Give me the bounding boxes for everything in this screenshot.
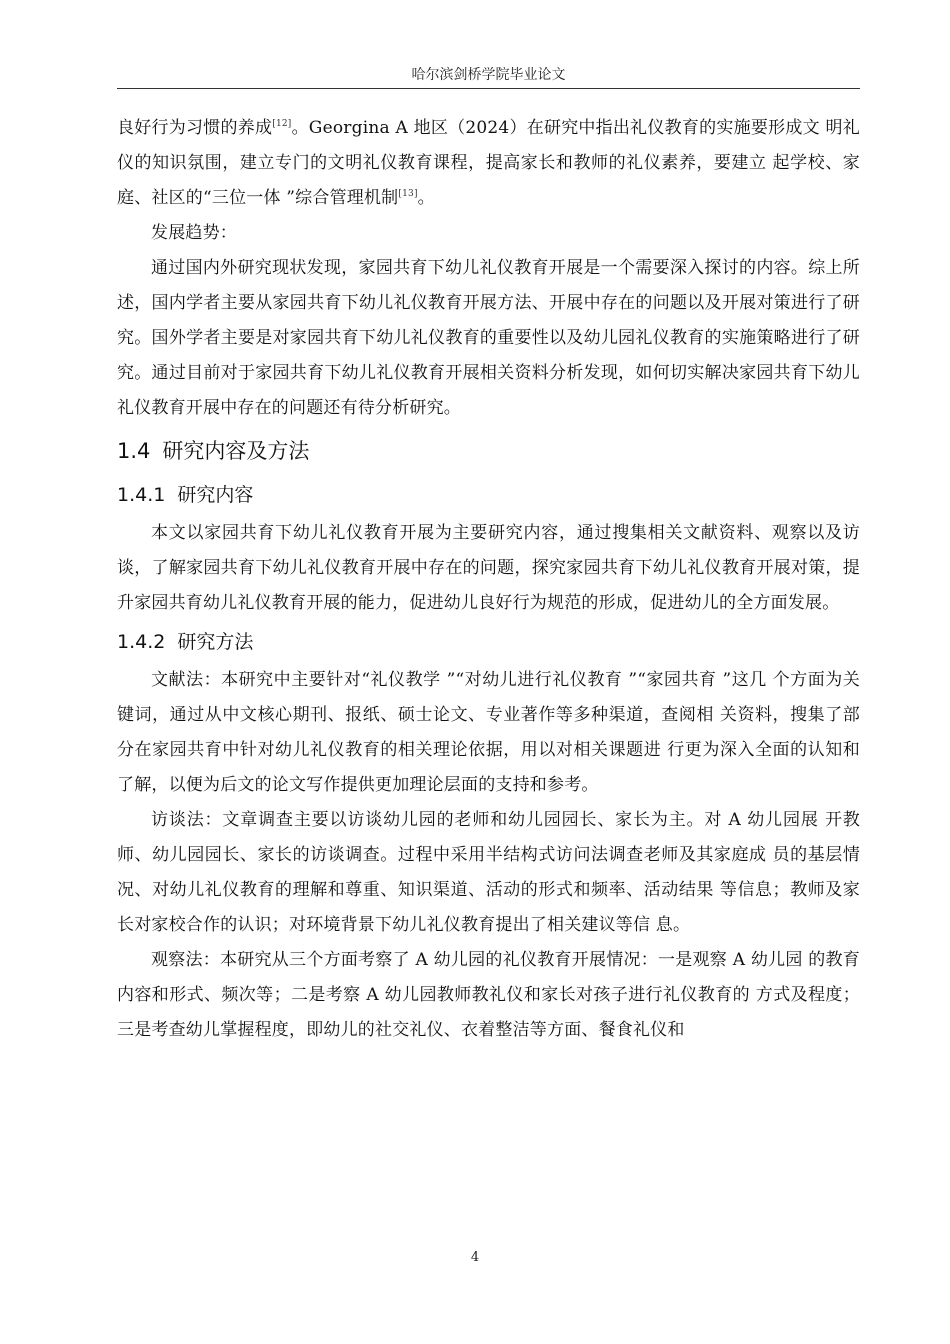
page-content <box>117 111 860 1048</box>
subsection-heading <box>117 476 860 514</box>
heading-title: 研究内容及方法 <box>162 439 310 463</box>
page-number: 4 <box>470 1250 480 1265</box>
paragraph-trend-label: 发展趋势： <box>151 223 237 243</box>
heading-number: 1.4 <box>117 439 151 463</box>
header-rule <box>117 88 860 89</box>
heading-title: 研究方法 <box>177 631 254 653</box>
paragraph-continuation <box>117 111 860 216</box>
citation-ref: [12] <box>272 119 292 129</box>
paragraph-text: 。Georgina A 地区（2024）在研究中指出礼仪教育的实施要形成文 明礼仪的知识氛围，建立专门的文明礼仪教育课程，提高家长和教师的礼仪素养，要建立 起学校、家庭、社区的“三位一体 ”综合管理机制 <box>117 118 860 208</box>
heading-title: 研究内容 <box>177 484 254 506</box>
heading-number: 1.4.1 <box>117 484 166 506</box>
paragraph-observation-method: 观察法：本研究从三个方面考察了 A 幼儿园的礼仪教育开展情况：一是观察 A 幼儿园 的教育内容和形式、频次等；二是考察 A 幼儿园教师教礼仪和家长对孩子进行礼仪教育的 方式及程度；三是考查幼儿掌握程度，即幼儿的社交礼仪、衣着整洁等方面、餐食礼仪和 <box>117 950 860 1040</box>
subsection-heading <box>117 623 860 661</box>
paragraph-text: 良好行为习惯的养成 <box>117 118 273 138</box>
paragraph-research-content: 本文以家园共育下幼儿礼仪教育开展为主要研究内容，通过搜集相关文献资料、观察以及访谈，了解家园共育下幼儿礼仪教育开展中存在的问题，探究家园共育下幼儿礼仪教育开展对策，提升家园共育幼儿礼仪教育开展的能力，促进幼儿良好行为规范的形成，促进幼儿的全方面发展。 <box>117 523 860 613</box>
citation-ref: [13] <box>398 189 418 199</box>
page-header: 哈尔滨剑桥学院毕业论文 <box>411 67 566 83</box>
section-heading <box>117 432 860 470</box>
paragraph-literature-method: 文献法：本研究中主要针对“礼仪教学 ”“对幼儿进行礼仪教育 ”“家园共育 ”这几 个方面为关键词，通过从中文核心期刊、报纸、硕士论文、专业著作等多种渠道，查阅相 关资料，搜集了部分在家园共育中针对幼儿礼仪教育的相关理论依据，用以对相关课题进 行更为深入全面的认知和了解，以便为后文的论文写作提供更加理论层面的支持和参考。 <box>117 670 860 795</box>
paragraph-interview-method: 访谈法：文章调查主要以访谈幼儿园的老师和幼儿园园长、家长为主。对 A 幼儿园展 开教师、幼儿园园长、家长的访谈调查。过程中采用半结构式访问法调查老师及其家庭成 员的基层情况、对幼儿礼仪教育的理解和尊重、知识渠道、活动的形式和频率、活动结果 等信息；教师及家长对家校合作的认识；对环境背景下幼儿礼仪教育提出了相关建议等信 息。 <box>117 810 860 935</box>
heading-number: 1.4.2 <box>117 631 166 653</box>
paragraph-text: 。 <box>417 188 435 208</box>
paragraph-trend: 通过国内外研究现状发现，家园共育下幼儿礼仪教育开展是一个需要深入探讨的内容。综上所述，国内学者主要从家园共育下幼儿礼仪教育开展方法、开展中存在的问题以及开展对策进行了研究。国外学者主要是对家园共育下幼儿礼仪教育的重要性以及幼儿园礼仪教育的实施策略进行了研究。通过目前对于家园共育下幼儿礼仪教育开展相关资料分析发现，如何切实解决家园共育下幼儿礼仪教育开展中存在的问题还有待分析研究。 <box>117 258 860 418</box>
